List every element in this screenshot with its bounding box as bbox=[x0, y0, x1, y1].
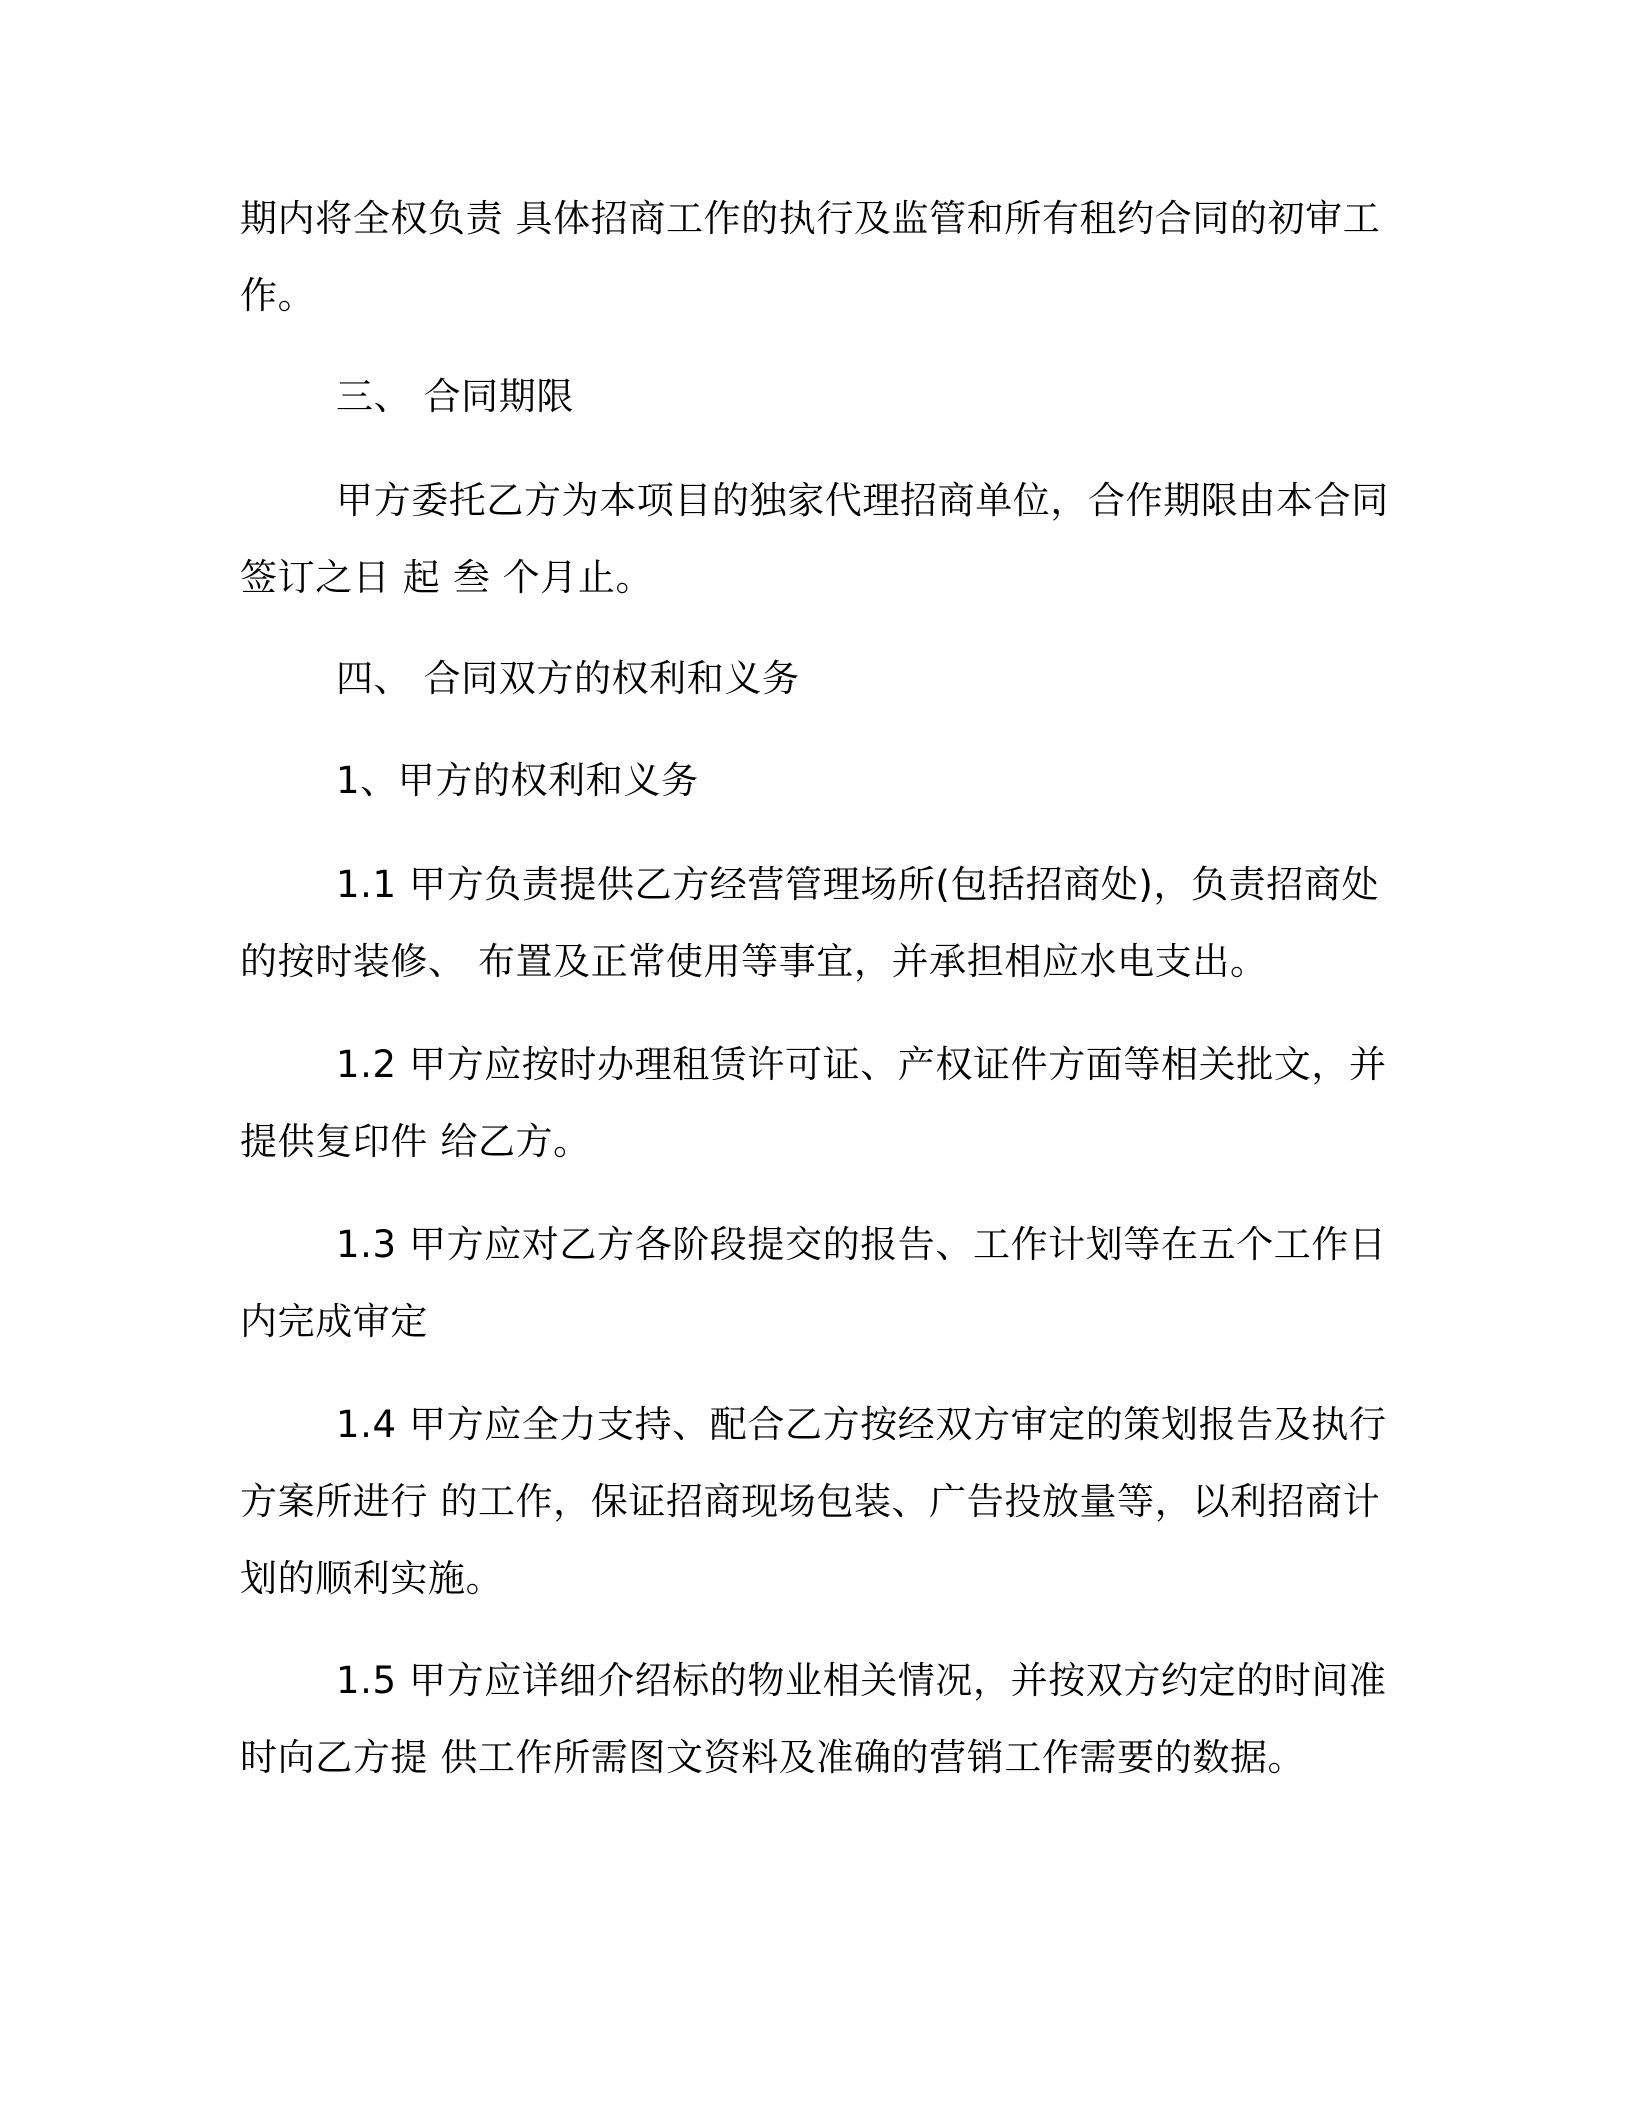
section-3-paragraph: 甲方委托乙方为本项目的独家代理招商单位，合作期限由本合同签订之日 起 叁 个月止。 bbox=[240, 479, 1389, 599]
clause-1-1: 1.1 甲方负责提供乙方经营管理场所(包括招商处)，负责招商处的按时装修、 布置及正常使用等事宜，并承担相应水电支出。 bbox=[240, 863, 1380, 983]
section-4-heading: 四、 合同双方的权利和义务 bbox=[336, 657, 800, 700]
subsection-1-heading: 1、甲方的权利和义务 bbox=[336, 759, 699, 802]
clause-1-5: 1.5 甲方应详细介绍标的物业相关情况，并按双方约定的时间准时向乙方提 供工作所需图文资料及准确的营销工作需要的数据。 bbox=[240, 1659, 1387, 1779]
section-3-heading: 三、 合同期限 bbox=[336, 375, 574, 418]
continuation-paragraph: 期内将全权负责 具体招商工作的执行及监管和所有租约合同的初审工作。 bbox=[240, 197, 1381, 317]
clause-1-4: 1.4 甲方应全力支持、配合乙方按经双方审定的策划报告及执行方案所进行 的工作，保证招商现场包装、广告投放量等，以利招商计划的顺利实施。 bbox=[240, 1403, 1387, 1600]
clause-1-3: 1.3 甲方应对乙方各阶段提交的报告、工作计划等在五个工作日内完成审定 bbox=[240, 1223, 1387, 1343]
clause-1-2: 1.2 甲方应按时办理租赁许可证、产权证件方面等相关批文，并提供复印件 给乙方。 bbox=[240, 1043, 1387, 1163]
